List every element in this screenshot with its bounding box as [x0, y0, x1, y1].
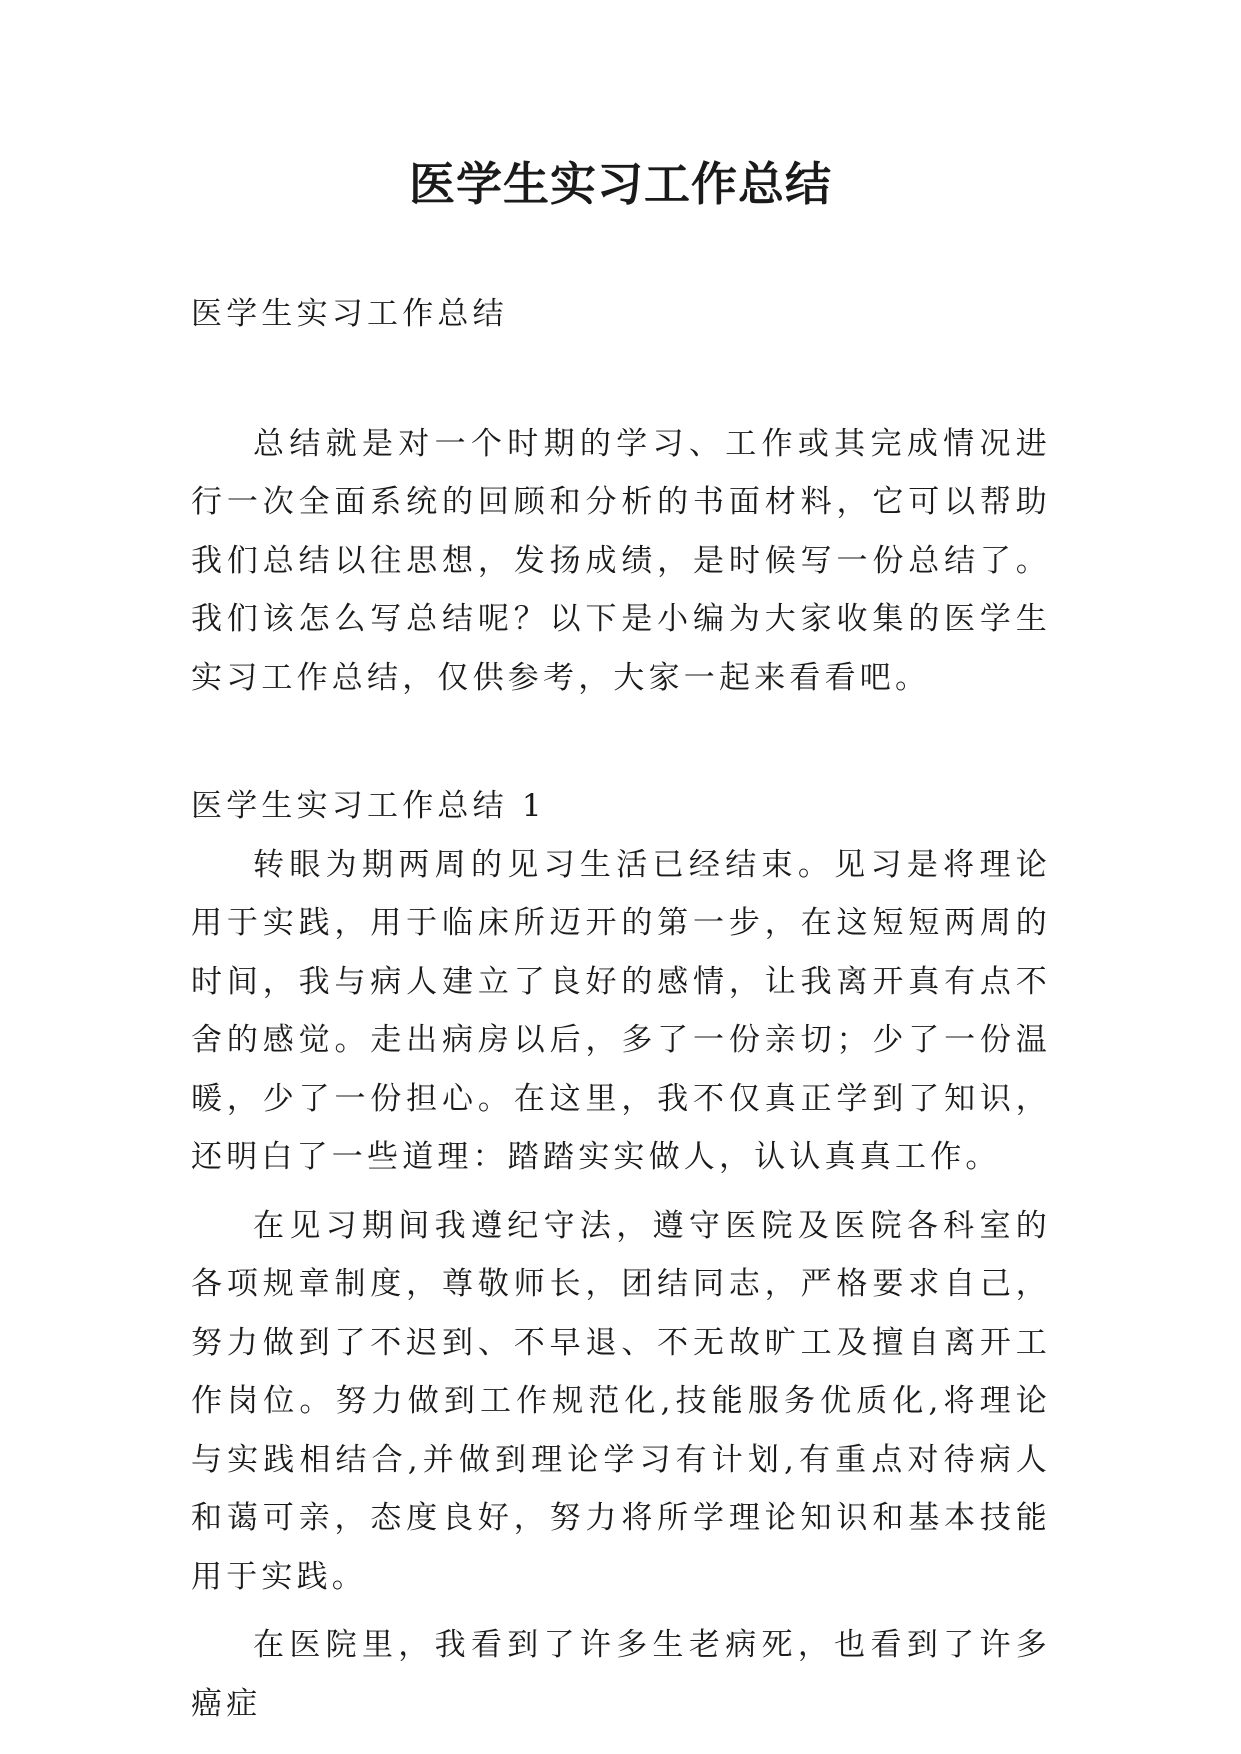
document-subtitle: 医学生实习工作总结: [191, 296, 508, 332]
document-title: 医学生实习工作总结: [409, 157, 832, 211]
body-paragraph: 在医院里，我看到了许多生老病死，也看到了许多癌症: [191, 1627, 1051, 1722]
spacer: [191, 344, 1051, 415]
body-paragraph: 在见习期间我遵纪守法，遵守医院及医院各科室的各项规章制度，尊敬师长，团结同志，严格要求自己，努力做到了不迟到、不早退、不无故旷工及擅自离开工作岗位。努力做到工作规范化,技能服务优质化,将理论与实践相结合,并做到理论学习有计划,有重点对待病人和蔼可亲，态度良好，努力将所学理论知识和基本技能用于实践。: [191, 1207, 1051, 1595]
intro-paragraph: 总结就是对一个时期的学习、工作或其完成情况进行一次全面系统的回顾和分析的书面材料，它可以帮助我们总结以往思想，发扬成绩，是时候写一份总结了。我们该怎么写总结呢？以下是小编为大家收集的医学生实习工作总结，仅供参考，大家一起来看看吧。: [191, 425, 1051, 696]
section-heading: 医学生实习工作总结 1: [191, 788, 546, 824]
spacer: [191, 707, 1051, 777]
document-body: [191, 285, 1051, 1733]
body-paragraph: 转眼为期两周的见习生活已经结束。见习是将理论用于实践，用于临床所迈开的第一步，在这短短两周的时间，我与病人建立了良好的感情，让我离开真有点不舍的感觉。走出病房以后，多了一份亲切；少了一份温暖，少了一份担心。在这里，我不仅真正学到了知识，还明白了一些道理：踏踏实实做人，认认真真工作。: [191, 846, 1051, 1175]
